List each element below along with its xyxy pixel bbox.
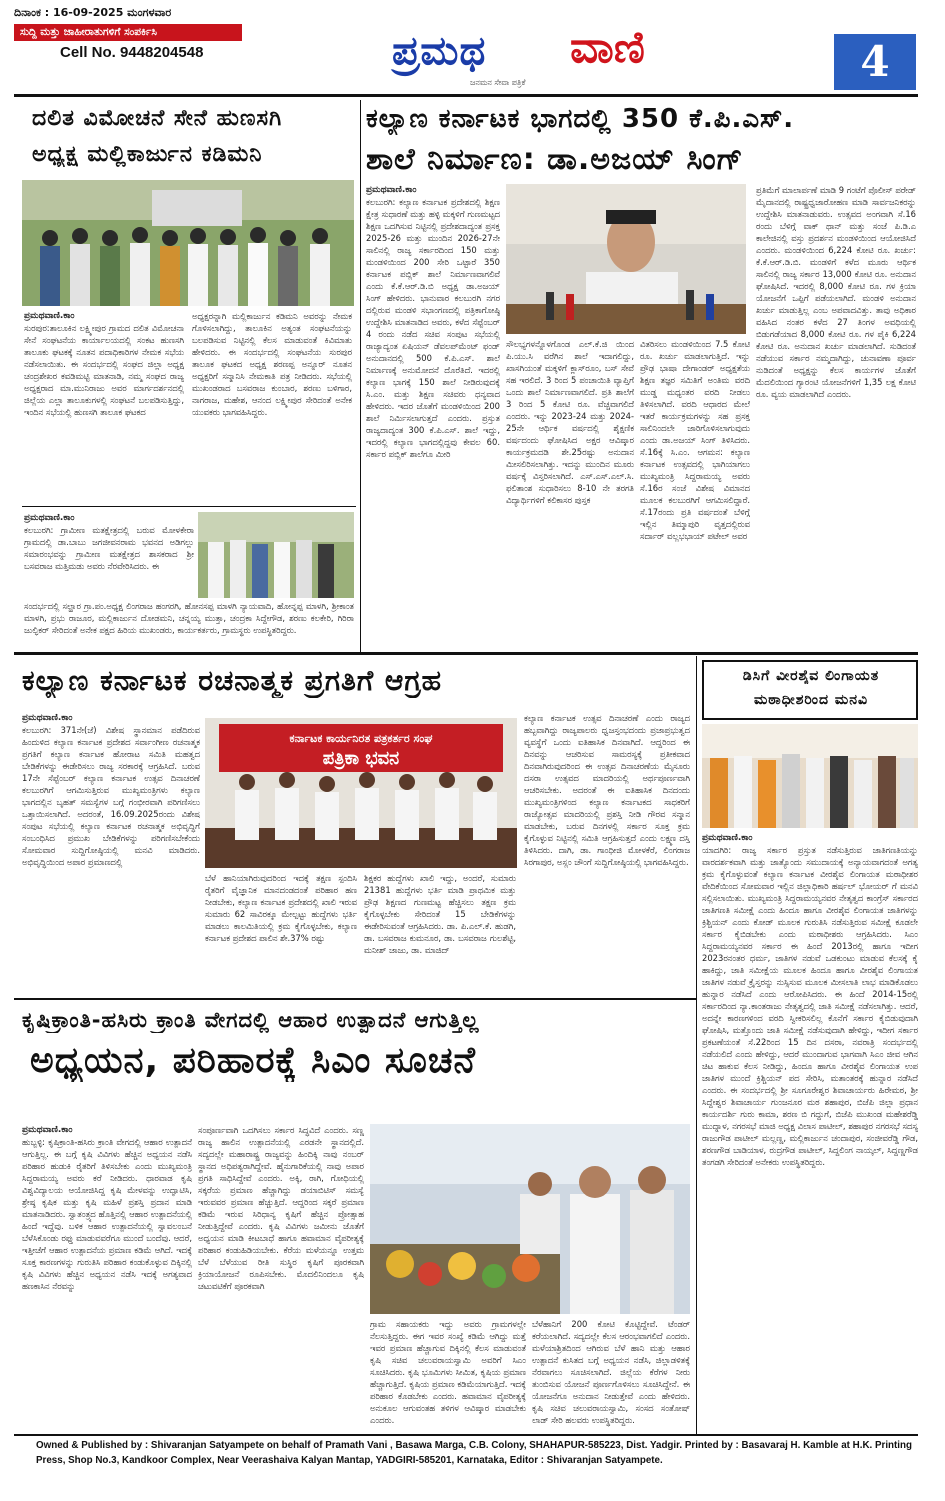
story6-column-4 — [532, 1318, 690, 1434]
story5-dateline: ಪ್ರಮಥವಾಣಿ.ಕಾಂ — [702, 833, 753, 843]
story5-text: ಯಾದಗಿರಿ: ರಾಜ್ಯ ಸರ್ಕಾರ ಪ್ರಸ್ತುತ ನಡೆಸುತ್ತಿರುವ ಜಾತಿಗಣತಿಯನ್ನು ವಾರದರ್ಶಕವಾಗಿ ಮತ್ತು ಜಾತ್ಯೊಂದು ಸಮುದಾಯಕ್ಕೆ ಅನ್ಯಾಯವಾಗದಂತೆ ಅಗತ್ಯ ಕ್ರಮ ಕೈಗೊಳ್ಳುವಂತೆ ಕಲ್ಯಾಣ ಕರ್ನಾಟಕ ವೀರಶೈವ ಲಿಂಗಾಯತ ಮಠಾಧೀಶರ ವೇದಿಕೆಯಿಂದ ಸೋಮವಾರ ಇಲ್ಲಿನ ಜಿಲ್ಲಾಧಿಕಾರಿ ಹರ್ಷಲ್ ಭೋಯರ್ ಗೆ ಮನವಿ ಸಲ್ಲಿಸಲಾಯಿತು. ಮುಖ್ಯಮಂತ್ರಿ ಸಿದ್ದರಾಮಯ್ಯನವರ ನೇತೃತ್ವದ ಕಾಂಗ್ರೆಸ್ ಸರ್ಕಾರದ ಜಾತಿಗಣತಿ ಸಮೀಕ್ಷೆ ಎಂದು ಹಿಂದೂ ಹಾಗೂ ವೀರಶೈವ ಲಿಂಗಾಯತ ಜಾತಿಗಳನ್ನು ಕ್ರಿಶ್ಚಿಯನ್ ಎಂದು ಕೋಡ್ ಮೂಲಕ ಗುರುತಿಸಿ ನಡೆಸುತ್ತಿರುವ ಸಮೀಕ್ಷೆ ಕೂಡಲೇ ಸರ್ಕಾರ ಕೈಬಿಡಬೇಕು ಎಂದು ಮಠಾಧೀಶರು ಆಗ್ರಹಿಸಿದರು. ಸಿಎಂ ಸಿದ್ದರಾಮಯ್ಯನವರ ಸರ್ಕಾರ ಈ ಹಿಂದೆ 2013ರಲ್ಲಿ ಹಾಗೂ ಇದೀಗ 2023ರನಂತರ ಧರ್ಮ, ಜಾತಿಗಳ ನಡುವೆ ಒಡಕುಂಟು ಮಾಡುವ ಕೆಲಸಕ್ಕೆ ಕೈ ಹಾಕಿದ್ದು, ಜಾತಿ ಸಮೀಕ್ಷೆಯ ಮೂಲಕ ಹಿಂದೂ ಹಾಗೂ ವೀರಶೈವ ಲಿಂಗಾಯತ ಜಾತಿಗಳ ನಡುವೆ ಕ್ರೈಸ್ತರನ್ನು ನುಸ್ಸಿಸುವ ಮೂಲಕ ಮೀಸಲಾತಿ ಲಾಭ ಮಾಡಿಕೊಡಲು ಹುನ್ನಾರ ನಡೆಸಿದೆ ಎಂದು ಆರೋಪಿಸಿದರು. ಈ ಹಿಂದೆ 2014-15ರಲ್ಲಿ ಸರ್ಕಾರದಿಂದ ನ್ಯಾ.ಕಾಂತರಾಜು ನೇತೃತ್ವದಲ್ಲಿ ಜಾತಿ ಸಮೀಕ್ಷೆ ನಡೆಸಲಾಗಿತ್ತು. ಆದರೆ, ಅದನ್ನೇ ಕಾರಣಗಳಿಂದ ವರದಿ ಸ್ವೀಕರಿಸಲಿಲ್ಲ ಕೊನೆಗೆ ಸರ್ಕಾರ ಕೈಬಿಡುವುದಾಗಿ ಘೋಷಿಸಿ, ಮತ್ತೊಂದು ಜಾತಿ ಸಮೀಕ್ಷೆ ನಡೆಸುವುದಾಗಿ ಹೇಳಿದ್ದು, ಇದೀಗ ಸರ್ಕಾರ ಪ್ರಕಟಣೆಯಂತೆ ಸೆ.22ರಿಂದ 15 ದಿನ ದಸರಾ, ನವರಾತ್ರಿ ಸಂದರ್ಭದಲ್ಲಿ ನಡೆಯಲಿದೆ ಎಂದು ಹೇಳಿದ್ದು, ಆದರೆ ಮುಂದಾಗುವ ಭಾಗವಾಗಿ ಸಿಎಂ ಜೀವ ಆಗಿನ ಚಿಟ ಹಾಕುವ ಕೆಲಸ ನೀಡಿದ್ದು, ಹಿಂದೂ ಹಾಗೂ ವೀರಶೈವ ಲಿಂಗಾಯತ ಉಪ ಜಾತಿಗಳ ಮುಂದೆ ಕ್ರಿಶ್ಚಿಯನ್ ಪದ ಸೇರಿಸಿ, ಮತಾಂತರಕ್ಕೆ ಹುನ್ನಾರ ನಡೆಸಿದೆ ಎಂದರು. ಈ ಸಂದರ್ಭದಲ್ಲಿ ಶ್ರೀ ಸೂಗೂರೇಶ್ವರ ಶಿವಾಚಾರ್ಯರು ಹಿರೇಮಠ, ಶ್ರೀ ಸಿದ್ದೇಶ್ವರ ಶಿವಾಚಾರ್ಯ ಗುಂಜನೂರ ಮಠ ಶಹಾಪುರ, ಬಿಜೆಪಿ ಜಿಲ್ಲಾ ಪ್ರಧಾನ ಕಾರ್ಯದರ್ಶಿ ಗುರು ಕಾಮಾ, ಶರಣ ಬಿ ಗದ್ದುಗೆ, ಬಿಜೆಪಿ ಮುಖಂಡ ಮಹೇಶರೆಡ್ಡಿ ಮುದ್ನಾಳ, ನಗರಸಭೆ ಮಾಜಿ ಅಧ್ಯಕ್ಷ ವಿಲಾಸ ಪಾಟೀಲ್, ಶಹಾಪುರ ನಗರಸಭೆ ಸದಸ್ಯ ರಾಜುಗೌಡ ಪಾಟೀಲ್ ಮಲ್ಲಣ್ಣ, ಮಲ್ಲಿಕಾರ್ಜುನ ಚಂದಾಪುರ, ಸಂಜೀವರೆಡ್ಡಿ ಗೌಡ, ಶರಣಗೌಡ ಬಾಡಿಯಾಳ, ರುದ್ರಗೌಡ ಪಾಟೀಲ್, ಸಿದ್ದಲಿಂಗ ನಾಯ್ಕಲ್, ಸಿದ್ದಣ್ಣಗೌಡ ತಂಗಡಗಿ ಸೇರಿದಂತೆ ಅನೇಕರು ಉಪಸ್ಥಿತರಿದ್ದರು. — [702, 845, 918, 1167]
story6-headline-line1: ಕೃಷಿಕ್ರಾಂತಿ-ಹಸಿರು ಕ್ರಾಂತಿ ವೇಗದಲ್ಲಿ ಆಹಾರ ಉತ್ಪಾದನೆ ಆಗುತ್ತಿಲ್ಲ — [22, 1008, 480, 1032]
section-divider-2 — [14, 998, 696, 1000]
story3-column-4 — [756, 184, 916, 648]
header-divider — [14, 94, 918, 97]
story3-column-2 — [506, 338, 634, 648]
story3-text-1: ಕಲಬುರಗಿ: ಕಲ್ಯಾಣ ಕರ್ನಾಟಕ ಪ್ರದೇಶದಲ್ಲಿ ಶಿಕ್ಷಣ ಕ್ಷೇತ್ರ ಸುಧಾರಣೆ ಮತ್ತು ಹಳ್ಳಿ ಮಕ್ಕಳಿಗೆ ಗುಣಮಟ್ಟದ ಶಿಕ್ಷಣ ಒದಗಿಸುವ ನಿಟ್ಟಿನಲ್ಲಿ ಪ್ರದೇಶದಾದ್ಯಂತ ಪ್ರಸಕ್ತ 2025-26 ಮತ್ತು ಮುಂದಿನ 2026-27ನೇ ಸಾಲಿನಲ್ಲಿ ರಾಜ್ಯ ಸರ್ಕಾರದಿಂದ 150 ಮತ್ತು ಮಂಡಳಿಯಿಂದ 200 ಸೇರಿ ಒಟ್ಟಾರೆ 350 ಕರ್ನಾಟಕ ಪಬ್ಲಿಕ್ ಶಾಲೆ ನಿರ್ಮಾಣವಾಗಲಿವೆ ಎಂದು ಕೆ.ಕೆ.ಆರ್.ಡಿ.ಬಿ ಅಧ್ಯಕ್ಷ ಡಾ.ಅಜಯ್ ಸಿಂಗ್ ಹೇಳಿದರು. ಭಾನುವಾರ ಕಲಬುರಗಿ ನಗರ ದಲ್ಲಿರುವ ಮಂಡಳಿ ಸಭಾಂಗಣದಲ್ಲಿ ಪತ್ರಿಕಾಗೋಷ್ಠಿ ಉದ್ದೇಶಿಸಿ ಮಾತನಾಡಿದ ಅವರು, ಕಳೆದ ಸೆಪ್ಟೆಂಬರ್ 4 ರಂದು ನಡೆದ ಸಚಿವ ಸಂಪುಟ ಸಭೆಯಲ್ಲಿ ರಾಜ್ಯಾದ್ಯಂತ ಏಷಿಯನ್ ಡೆವಲಪ್‌ಮೆಂಟ್ ಫಂಡ್ ಅನುದಾನದಲ್ಲಿ 500 ಕೆ.ಪಿ.ಎಸ್. ಶಾಲೆ ನಿರ್ಮಾಣಕ್ಕೆ ಅನುಮೋದನೆ ದೊರೆತಿದೆ. ಇದರಲ್ಲಿ ಕಲ್ಯಾಣ ಭಾಗಕ್ಕೆ 150 ಶಾಲೆ ನೀಡಿರುವುದಕ್ಕೆ ಸಿ.ಎಂ. ಮತ್ತು ಶಿಕ್ಷಣ ಸಚಿವರು ಧನ್ಯವಾದ ಹೇಳಿದರು. ಇದರ ಜೊತೆಗೆ ಮಂಡಳಿಯಿಂದ 200 ಶಾಲೆ ನಿರ್ಮಿಸಲಾಗುತ್ತದೆ ಎಂದರು. ಪ್ರಸ್ತುತ ರಾಜ್ಯದಾದ್ಯಂತ 300 ಕೆ.ಪಿ.ಎಸ್. ಶಾಲೆ ಇದ್ದು, ಇದರಲ್ಲಿ ಕಲ್ಯಾಣ ಭಾಗದಲ್ಲಿದ್ದವು ಕೇವಲ 60. ಸರ್ಕಾರ ಪಬ್ಲಿಕ್ ಶಾಲೆಗೂ ಮೀರಿ — [366, 197, 500, 459]
story4-column-1 — [22, 712, 200, 994]
story3-column-1 — [366, 184, 500, 648]
story3-text-2: ಸೌಲಭ್ಯಗಳನ್ನೊಳಗೊಂಡ ಎಲ್.ಕೆ.ಜಿ ಯಿಂದ ಪಿ.ಯು.ಸಿ ವರೆಗಿನ ಶಾಲೆ ಇದಾಗಲಿದ್ದು, ಖಾಸಗಿಯಂತೆ ಮಕ್ಕಳಿಗೆ ಕ್ಲಾಸ್‌ರೂಂ, ಬಸ್ ಸೇವೆ ಸಹ ಇರಲಿದೆ. 3 ರಿಂದ 5 ಪಂಚಾಯಿತಿ ವ್ಯಾಪ್ತಿಗೆ ಒಂದು ಶಾಲೆ ನಿರ್ಮಾಣವಾಗಲಿದೆ. ಪ್ರತಿ ಶಾಲೆಗೆ 3 ರಿಂದ 5 ಕೋಟಿ ರೂ. ವೆಚ್ಚವಾಗಲಿದೆ ಎಂದರು. ಇನ್ನು 2023-24 ಮತ್ತು 2024-25ನೇ ಆರ್ಥಿಕ ವರ್ಷದಲ್ಲಿ ಶೈಕ್ಷಣಿಕ ವರ್ಷದಂದು ಘೋಷಿಸಿದ ಅಕ್ಷರ ಆವಿಷ್ಕಾರ ಕಾರ್ಯಕ್ರಮದಡಿ ಶೇ.25ರಷ್ಟು ಅನುದಾನ ಮೀಸಲಿರಿಸಲಾಗಿತ್ತು. ಇದನ್ನು ಮುಂದಿನ ಮೂರು ವರ್ಷಕ್ಕೆ ವಿಸ್ತರಿಸಲಾಗಿದೆ. ಎಸ್.ಎಸ್.ಎಲ್.ಸಿ. ಫಲಿತಾಂಶ ಸುಧಾರಿಸಲು 8-10 ನೇ ತರಗತಿ ವಿದ್ಯಾರ್ಥಿಗಳಿಗೆ ಕಲಿಕಾಸರ ಪುಸ್ತಕ — [506, 339, 634, 505]
story4-text-4: ಕಲ್ಯಾಣ ಕರ್ನಾಟಕ ಉತ್ಸವ ದಿನಾಚರಣೆ ಎಂದು ರಾಜ್ಯದ ಹಬ್ಬವಾಗಿದ್ದು ರಾಜ್ಯಪಾಲರು ಧ್ವಜಸ್ತಂಭದಂದು ಪ್ರಜಾಪ್ರಭುತ್ವದ ವ್ಯವಸ್ಥೆಗೆ ಒಂದು ಐತಿಹಾಸಿಕ ದಿನವಾಗಿದೆ. ಆದ್ದರಿಂದ ಈ ದಿನವನ್ನು ಆಚರಿಸುವ ಸಾಮರಸ್ಯಕ್ಕೆ ಪ್ರತೀಕವಾದ ದಿನವಾಗಿರುವುದರಿಂದ ಈ ಉತ್ಸವ ದಿನಾಚರಣೆಯ ಮೈಸೂರು ದಸರಾ ಉತ್ಸವದ ಮಾದರಿಯಲ್ಲಿ ಅರ್ಥಪೂರ್ಣವಾಗಿ ಆಚರಿಸಬೇಕು. ಅದರಂತೆ ಈ ಐತಿಹಾಸಿಕ ದಿನದಂದು ಮುಖ್ಯಮಂತ್ರಿಗಳಿಂದ ಕಲ್ಯಾಣ ಕರ್ನಾಟಕದ ಸಾಧಕರಿಗೆ ರಾಜ್ಯೋತ್ಸವ ಮಾದರಿಯಲ್ಲಿ ಪ್ರಶಸ್ತಿ ನೀಡಿ ಗೌರವ ಸನ್ಮಾನ ಮಾಡಬೇಕು, ಬರುವ ದಿನಗಳಲ್ಲಿ ಸರ್ಕಾರ ಸೂಕ್ತ ಕ್ರಮ ಕೈಗೊಳ್ಳುವ ನಿಟ್ಟಿನಲ್ಲಿ ಸಮಿತಿ ಆಗ್ರಹಿಸುತ್ತದೆ ಎಂದು ಲಕ್ಷ್ಮಣ ದಸ್ತಿ ತಿಳಿಸಿದರು. ದಾಗಿ, ಡಾ. ಗಾಂಧೀಜಿ ಮೋಳಕೆರೆ, ಲಿಂಗರಾಜ ಸಿರಗಾಪುರ, ಅಸ್ಲಂ ಚೌಂಗೆ ಸುದ್ದಿಗೋಷ್ಠಿಯಲ್ಲಿ ಭಾಗವಹಿಸಿದ್ದರು. — [524, 713, 690, 867]
story3-text-3: ವಿತರಿಸಲು ಮಂಡಳಿಯಿಂದ 7.5 ಕೋಟಿ ರೂ. ಖರ್ಚು ಮಾಡಲಾಗುತ್ತಿದೆ. ಇನ್ನು ಪ್ರೌಢ ಭಾಷಾ ದೇಗಾಂಡರ್ ಅಧ್ಯಕ್ಷತೆಯ ಶಿಕ್ಷಣ ತಜ್ಞರ ಸಮಿತಿಗೆ ಅಂತಿಮ ವರದಿ ಮುಡ್ಡ ಮಧ್ಯಂತರ ವರದಿ ನೀಡಲು ತಿಳಿಸಲಾಗಿದೆ. ವರದಿ ಆಧಾರದ ಮೇಲೆ ಇತರೆ ಕಾರ್ಯಕ್ರಮಗಳನ್ನು ಸಹ ಪ್ರಸಕ್ತ ಸಾಲಿನಿಂದಲೇ ಜಾರಿಗೊಳಿಸಲಾಗುವುದು ಎಂದು ಡಾ.ಅಜಯ್ ಸಿಂಗ್ ತಿಳಿಸಿದರು. ಸೆ.16ಕ್ಕೆ ಸಿ.ಎಂ. ಆಗಮನ: ಕಲ್ಯಾಣ ಕರ್ನಾಟಕ ಉತ್ಸವದಲ್ಲಿ ಭಾಗಿಯಾಗಲು ಮುಖ್ಯಮಂತ್ರಿ ಸಿದ್ದರಾಮಯ್ಯ ಅವರು ಸೆ.16ರ ಸಂಜೆ ವಿಶೇಷ ವಿಮಾನದ ಮೂಲಕ ಕಲಬುರಗಿಗೆ ಆಗಮಿಸಲಿದ್ದಾರೆ. ಸೆ.17ರಂದು ಪ್ರತಿ ವರ್ಷದಂತೆ ಬೆಳಿಗ್ಗೆ ಇಲ್ಲಿನ ತಿಮ್ಮಾಪುರಿ ವೃತ್ತದಲ್ಲಿರುವ ಸರ್ದಾರ್ ವಲ್ಲಭಭಾಯ್ ಪಟೇಲ್ ಅವರ — [640, 339, 750, 541]
press-banner-line1: ಕರ್ನಾಟಕ ಕಾರ್ಯನಿರತ ಪತ್ರಕರ್ತರ ಸಂಘ — [289, 732, 433, 745]
column-divider — [360, 100, 361, 652]
story5-headline-line1: ಡಿಸಿಗೆ ವೀರಶೈವ ಲಿಂಗಾಯತ — [742, 668, 880, 684]
story5-headline-box — [702, 660, 918, 720]
masthead-tagline: ಜನಮನ ಸೇವಾ ಪತ್ರಿಕೆ — [470, 78, 526, 87]
contact-cell-number: Cell No. 9448204548 — [60, 44, 204, 61]
story1-group-photo — [22, 180, 354, 306]
contact-banner: ಸುದ್ದಿ ಮತ್ತು ಜಾಹೀರಾತುಗಳಿಗೆ ಸಂಪರ್ಕಿಸಿ — [14, 24, 242, 41]
issue-date: ದಿನಾಂಕ : 16-09-2025 ಮಂಗಳವಾರ — [14, 6, 172, 19]
story1-text-2: ಅಧ್ಯಕ್ಷರನ್ನಾಗಿ ಮಲ್ಲಿಕಾರ್ಜುನ ಕಡಿಮನಿ ಅವರನ್ನು ನೇಮಕ ಗೊಳಿಸಲಾಗಿದ್ದು, ತಾಲೂಕಿನ ಅತ್ಯಂತ ಸಂಘಟನೆಯನ್ನು ಬಲಪಡಿಸುವ ನಿಟ್ಟಿನಲ್ಲಿ ಕೆಲಸ ಮಾಡುವಂತೆ ಕಿವಿಮಾತು ಹೇಳಿದರು. ಈ ಸಂದರ್ಭದಲ್ಲಿ ಸಂಘಟನೆಯ ಸುರಪುರ ತಾಲೂಕ ಘಟಕದ ಅಧ್ಯಕ್ಷ ಶರಣಪ್ಪ ಅನ್ನೂರ್ ನೂತನ ಅಧ್ಯಕ್ಷರಿಗೆ ಸನ್ಮಾನಿಸಿ ನೇಮಕಾತಿ ಪತ್ರ ನೀಡಿದರು. ಸಭೆಯಲ್ಲಿ ಮುಖಂಡರಾದ ಬಸವರಾಜ ಕುಂಬಾರ, ಶರಣು ಬಳಿಗಾರ, ನಾಗರಾಜ, ಮಹೇಶ, ಆನಂದ ಲಕ್ಷ್ಮೀಪುರ ಸೇರಿದಂತೆ ಅನೇಕ ಯುವಕರು ಭಾಗವಹಿಸಿದ್ದರು. — [192, 311, 352, 417]
story6-column-1 — [22, 1124, 192, 1434]
masthead-title-part2: ವಾಣಿ — [570, 22, 645, 73]
story6-dateline: ಪ್ರಮಥವಾಣಿ.ಕಾಂ — [22, 1125, 73, 1135]
story3-headline-line2: ಶಾಲೆ ನಿರ್ಮಾಣ: ಡಾ.ಅಜಯ್ ಸಿಂಗ್ — [366, 142, 744, 177]
story4-text-2: ಬೆಳೆ ಹಾನಿಯಾಗಿರುವುದರಿಂದ ಇದಕ್ಕೆ ತಕ್ಷಣ ಸ್ಪಂದಿಸಿ ರೈತರಿಗೆ ವೈಜ್ಞಾನಿಕ ಮಾನದಂಡದಂತೆ ಪರಿಹಾರ ಹಣ ನೀಡಬೇಕು, ಕಲ್ಯಾಣ ಕರ್ನಾಟಕ ಪ್ರದೇಶದಲ್ಲಿ ಖಾಲಿ ಇರುವ ಸುಮಾರು 62 ಸಾವಿರಕ್ಕೂ ಮೇಲ್ಪಟ್ಟು ಹುದ್ದೆಗಳು ಭರ್ತಿ ಮಾಡಲು ಕಾಲಮಿತಿಯಲ್ಲಿ ಕ್ರಮ ಕೈಗೊಳ್ಳಬೇಕು, ಕಲ್ಯಾಣ ಕರ್ನಾಟಕ ಪ್ರದೇಶದ ಪಾಲಿನ ಶೇ.37% ರಷ್ಟು — [205, 873, 357, 943]
story6-column-2 — [198, 1124, 364, 1434]
story6-column-3 — [370, 1318, 526, 1434]
page-number-box: 4 — [834, 34, 916, 90]
story1-headline-line2: ಅಧ್ಯಕ್ಷ ಮಲ್ಲಿಕಾರ್ಜುನ ಕಡಿಮನಿ — [32, 142, 263, 167]
story4-column-4 — [524, 712, 690, 994]
story1-dateline: ಪ್ರಮಥವಾಣಿ.ಕಾಂ — [24, 311, 75, 321]
story3-column-3 — [640, 338, 750, 648]
story6-cm-photo — [370, 1124, 690, 1314]
section-divider — [14, 652, 918, 655]
story4-press-photo — [205, 718, 517, 868]
story4-dateline: ಪ್ರಮಥವಾಣಿ.ಕಾಂ — [22, 713, 73, 723]
story2-column-top — [24, 512, 194, 596]
story6-text-2: ಸಂಪೂರ್ಣವಾಗಿ ಒದಗಿಸಲು ಸರ್ಕಾರ ಸಿದ್ಧವಿದೆ ಎಂದರು. ಸಣ್ಣ ರಾಜ್ಯ ಹಾಲಿನ ಉತ್ಪಾದನೆಯಲ್ಲಿ ಎರಡನೇ ಸ್ಥಾನದಲ್ಲಿದೆ. ಸದ್ಯದಲ್ಲೇ ಮಹಾರಾಷ್ಟ್ರ ರಾಜ್ಯವನ್ನು ಹಿಂದಿಕ್ಕಿ ನಾವು ನಂಬರ್ ಸ್ಥಾನದ ಅಧಿಪತ್ಯರಾಗಿದ್ದೇವೆ. ಹೈನುಗಾರಿಕೆಯಲ್ಲಿ ನಾವು ಅಪಾರ ಪ್ರಗತಿ ಸಾಧಿಸಿದ್ದೇವೆ ಎಂದರು. ಅಕ್ಕಿ, ರಾಗಿ, ಗೋಧಿಯಲ್ಲಿ ಸಕ್ಕರೆಯ ಪ್ರಮಾಣ ಹೆಚ್ಚಾಗಿದ್ದು ಡಯಾಬಿಟಿಸ್ ಸಮಸ್ಯೆ ಇರುವವರ ಪ್ರಮಾಣ ಹೆಚ್ಚುತ್ತಿದೆ. ಆದ್ದರಿಂದ ಸಕ್ಕರೆ ಪ್ರಮಾಣ ಕಡಿಮೆ ಇರುವ ಸಿರಿಧಾನ್ಯ ಕೃಷಿಗೆ ಹೆಚ್ಚಿನ ಪ್ರೋತ್ಸಾಹ ನೀಡುತ್ತಿದ್ದೇವೆ ಎಂದರು. ಕೃಷಿ ವಿವಿಗಳು ಜಮೀನು ಜೊತೆಗೆ ಅಧ್ಯಯನ ಮಾಡಿ ಕೀಟಬಾಧೆ ಹಾಗೂ ಹವಾಮಾನ ವೈಪರೀತ್ಯಕ್ಕೆ ಪರಿಹಾರ ಕಂಡುಹಿಡಿಯಬೇಕು. ಕೆರೆಯ ಮಳೆಯನ್ನೂ ಉತ್ತಮ ಬೆಳೆ ಬೆಳೆಯುವ ರೀತಿ ಸುಸ್ಥಿರ ಕೃಷಿಗೆ ಪೂರಕವಾಗಿ ಕ್ರಿಯಾಯೋಜನೆ ರೂಪಿಸಬೇಕು. ಮೊದಲಿನಿಂದಲೂ ಕೃಷಿ ಚಟುವಟಿಕೆಗೆ ಪೂರಕವಾಗಿ — [198, 1125, 364, 1291]
press-banner-line2: ಪತ್ರಿಕಾ ಭವನ — [322, 748, 400, 769]
story4-headline: ಕಲ್ಯಾಣ ಕರ್ನಾಟಕ ರಚನಾತ್ಮಕ ಪ್ರಗತಿಗೆ ಆಗ್ರಹ — [22, 664, 443, 697]
story-divider — [22, 506, 356, 507]
story2-column-bottom — [24, 600, 354, 648]
story5-memorandum-photo — [702, 724, 918, 828]
story4-column-2 — [205, 872, 357, 994]
story5-column — [702, 832, 918, 1434]
story5-headline-line2: ಮಠಾಧೀಶರಿಂದ ಮನವಿ — [753, 692, 869, 708]
story1-column-1 — [24, 310, 184, 502]
imprint-footer: Owned & Published by : Shivaranjan Satyampete on behalf of Pramath Vani , Basawa Marga, C.B. Colony, SHAHAPUR-585223, Dist. Yadgir. Printed by : Basavaraj H. Kamble at H.K. Printing Press, Shop No.3, Kandkoor Complex, Near Veerashaiva Kalyan Mantap, YADGIRI-585201, Karnataka, Editor : Shivaranjan Satyampete. — [36, 1440, 912, 1466]
masthead-title-part1: ಪ್ರಮಥ — [392, 28, 487, 74]
column-divider-right — [696, 656, 697, 1436]
story6-headline-line2: ಅಧ್ಯಯನ, ಪರಿಹಾರಕ್ಕೆ ಸಿಎಂ ಸೂಚನೆ — [30, 1040, 476, 1081]
story2-text-top: ಕಲಬುರಗಿ: ಗ್ರಾಮೀಣ ಮತಕ್ಷೇತ್ರದಲ್ಲಿ ಬರುವ ಮೋಳಕೇರಾ ಗ್ರಾಮದಲ್ಲಿ ಡಾ.ಬಾಬು ಜಗಜೀವನರಾಮ ಭವನದ ಅಡಿಗಲ್ಲು ಸಮಾರಂಭವನ್ನು ಗ್ರಾಮೀಣ ಮತಕ್ಷೇತ್ರದ ಶಾಸಕರಾದ ಶ್ರೀ ಬಸವರಾಜ ಮತ್ತಿಮಡು ಅವರು ನೆರವೇರಿಸಿದರು. ಈ — [24, 525, 194, 571]
story1-column-2 — [192, 310, 352, 502]
story6-text-4: ಬೆಳೆಹಾನಿಗೆ 200 ಕೋಟಿ ಕೊಟ್ಟಿದ್ದೇವೆ. ಟೆಂಡರ್ ಕರೆಯಲಾಗಿದೆ. ಸದ್ಯದಲ್ಲೇ ಕೆಲಸ ಆರಂಭವಾಗಲಿದೆ ಎಂದರು. ಮಳೆಯಾಶ್ರಿತದಿಂದ ಆಗಿರುವ ಬೆಳೆ ಹಾನಿ ಮತ್ತು ಆಹಾರ ಉತ್ಪಾದನೆ ಕುಸಿತದ ಬಗ್ಗೆ ಅಧ್ಯಯನ ನಡೆಸಿ, ಜಿಲ್ಲಾಡಳಿತಕ್ಕೆ ನೆರವಾಗಲು ಸೂಚಿಸಲಾಗಿದೆ. ಜಿಲ್ಲೆಯ ಕೆರೆಗಳ ನೀರು ತುಂಬಿಸುವ ಯೋಜನೆ ಪೂರ್ಣಗೊಳಿಸಲು ಸೂಚಿಸಿದ್ದೇನೆ. ಈ ಯೋಜನೆಗೂ ಅನುದಾನ ನೀಡುತ್ತೇವೆ ಎಂದು ಹೇಳಿದರು. ಕೃಷಿ ಸಚಿವ ಚಲುವರಾಯಸ್ವಾಮಿ, ಸಂಸದ ಸಂತೋಷ್ ಲಾಡ್ ಸೇರಿ ಹಲವರು ಉಪಸ್ಥಿತರಿದ್ದರು. — [532, 1319, 690, 1425]
story1-headline-line1: ದಲಿತ ವಿಮೋಚನೆ ಸೇನೆ ಹುಣಸಗಿ — [32, 106, 283, 131]
footer-divider — [14, 1434, 918, 1436]
story2-dateline: ಪ್ರಮಥವಾಣಿ.ಕಾಂ — [24, 513, 75, 523]
story2-text-bottom: ಸಂದರ್ಭದಲ್ಲಿ ಸಲ್ಹಾರ ಗ್ರಾ.ಪಂ.ಅಧ್ಯಕ್ಷ ಲಿಂಗರಾಜ ಹಂಗರಗಿ, ಹೋನಸಪ್ಪ ಮಾಳಗಿ ನ್ಯಾಯವಾದಿ, ಹೋನ್ನಪ್ಪ ಮಾಳಗಿ, ಶ್ರೀಕಾಂತ ಮಾಳಗಿ, ಪ್ರಭು ರಾಜೂರ, ಮಲ್ಲಿಕಾರ್ಜುನ ದೋಡಮನಿ, ಚನ್ನಯ್ಯ ಮುತ್ತಾ, ಚಂದ್ರಕಾ ಸಿದ್ದೇಗೌಡ, ಶರಣು ಕಲಕೇರಿ, ಗಿರಿರಾ ಜುಲ್ಫಿಕರ್ ಸೇರಿದಂತೆ ಅನೇಕ ಪಕ್ಷದ ಹಿರಿಯ ಮುಖಂಡರು, ಕಾರ್ಯಕರ್ತರು, ಗ್ರಾಮಸ್ಥರು ಉಪಸ್ಥಿತರಿದ್ದರು. — [24, 601, 354, 635]
story1-text-1: ಸುರಪುರ:ತಾಲೂಕಿನ ಲಕ್ಷ್ಮೀಪುರ ಗ್ರಾಮದ ದಲಿತ ವಿಮೋಚನಾ ಸೇನೆ ಸಂಘಟನೆಯ ಕಾರ್ಯಾಲಯದಲ್ಲಿ ಸಂಕಟ ಹುಣಸಗಿ ತಾಲೂಕು ಘಟಕಕ್ಕೆ ನೂತನ ಪದಾಧಿಕಾರಿಗಳ ನೇಮಕ ಸಭೆಯ ನಡೆಸಲಾಯಿತು. ಈ ಸಂದರ್ಭದಲ್ಲಿ ಸಂಘದ ಜಿಲ್ಲಾ ಅಧ್ಯಕ್ಷ ಚಂದ್ರಶೇಖರ ಕವಡಿಮಟ್ಟಿ ಮಾತನಾಡಿ, ನಮ್ಮ ಸಂಘದ ರಾಜ್ಯ ಅಧ್ಯಕ್ಷರಾದ ಮಾ.ಮುನಿರಾಜು ಅವರ ಮಾರ್ಗದರ್ಶನದಲ್ಲಿ ಜಿಲ್ಲೆಯ ಎಲ್ಲಾ ತಾಲೂಕುಗಳಲ್ಲಿ ಸಂಘಟನೆ ಬಲಪಡಿಸುತ್ತಿದ್ದು, ಇಂದಿನ ಸಭೆಯಲ್ಲಿ ಹುಣಸಗಿ ತಾಲೂಕ ಘಟಕದ — [24, 323, 184, 417]
story4-text-1: ಕಲಬುರಗಿ: 371ನೇ(ಜೆ) ವಿಶೇಷ ಸ್ಥಾನಮಾನ ಪಡೆದಿರುವ ಹಿಂದುಳಿದ ಕಲ್ಯಾಣ ಕರ್ನಾಟಕ ಪ್ರದೇಶದ ಸರ್ವಾಂಗೀಣ ರಚನಾತ್ಮಕ ಪ್ರಗತಿಗೆ ಕಲ್ಯಾಣ ಕರ್ನಾಟಕ ಹೋರಾಟ ಸಮಿತಿ ಮಹತ್ವದ ಬೇಡಿಕೆಗಳನ್ನು ಈಡೇರಿಸಲು ರಾಜ್ಯ ಸರಕಾರಕ್ಕೆ ಆಗ್ರಹಿಸಿದೆ. ಬರುವ 17ನೇ ಸೆಪ್ಟೆಂಬರ್ ಕಲ್ಯಾಣ ಕರ್ನಾಟಕ ಉತ್ಸವ ದಿನಾಚರಣೆ ಕಲಬುರಗಿಗೆ ಆಗಮಿಸುತ್ತಿರುವ ಮುಖ್ಯಮಂತ್ರಿಗಳು ಕಲ್ಯಾಣ ಭಾಗದಲ್ಲಿನ ಬೃಹತ್ ಸಮಸ್ಯೆಗಳ ಬಗ್ಗೆ ಗಂಭೀರವಾಗಿ ಪರಿಗಣಿಸಲು ಒತ್ತಾಯಿಸಲಾಗಿದೆ. ಅದರಂತೆ, 16.09.2025ರಂದು ವಿಶೇಷ ಸಂಪುಟ ಸಭೆಯಲ್ಲಿ ಕಲ್ಯಾಣ ಕರ್ನಾಟಕ ರಚನಾತ್ಮಕ ಅಭಿವೃದ್ಧಿಗೆ ಸಂಬಂಧಿಸಿದ ಪ್ರಮುಖ ಬೇಡಿಕೆಗಳನ್ನು ಪರಿಗಣಿಸಬೇಕೆಂದು ಸೋಮವಾರ ಸುದ್ದಿಗೋಷ್ಠಿಯಲ್ಲಿ ಮನವಿ ಮಾಡಿದರು. ಅಭಿವೃದ್ಧಿಯಿಂದ ಅಪಾರ ಪ್ರಮಾಣದಲ್ಲಿ — [22, 725, 200, 867]
story3-headline-line1: ಕಲ್ಯಾಣ ಕರ್ನಾಟಕ ಭಾಗದಲ್ಲಿ 350 ಕೆ.ಪಿ.ಎಸ್. — [366, 104, 795, 134]
story4-column-3 — [364, 872, 516, 994]
story3-speaker-photo — [506, 184, 746, 334]
masthead — [380, 20, 710, 90]
story3-text-4: ಪ್ರತಿಮೆಗೆ ಮಾಲಾರ್ಪಣೆ ಮಾಡಿ 9 ಗಂಟೆಗೆ ಪೊಲೀಸ್ ಪರೇಡ್ ಮೈದಾನದಲ್ಲಿ ರಾಷ್ಟ್ರಧ್ವಜಾರೋಹಣ ಮಾಡಿ ಸಾರ್ವಜನಿಕರನ್ನು ಉದ್ದೇಶಿಸಿ ಮಾತನಾಡುವರು. ಉತ್ಸವದ ಅಂಗವಾಗಿ ಸೆ.16 ರಂದು ಬೆಳಿಗ್ಗೆ ವಾಕ್ ಥಾನ್ ಮತ್ತು ಸಂಜೆ ಪಿ.ಡಿ.ಎ ಕಾಲೇಜಿನಲ್ಲಿ ವಸ್ತು ಪ್ರದರ್ಶನ ಮಂಡಳಿಯಿಂದ ಆಯೋಜಿಸಿದೆ ಎಂದರು. ಮಂಡಳಿಯಿಂದ 6,224 ಕೋಟಿ ರೂ. ಖರ್ಚು: ಕೆ.ಕೆ.ಆರ್.ಡಿ.ಬಿ. ಮಂಡಳಿಗೆ ಕಳೆದ ಮೂರು ಆರ್ಥಿಕ ಸಾಲಿನಲ್ಲಿ ರಾಜ್ಯ ಸರ್ಕಾರ 13,000 ಕೋಟಿ ರೂ. ಅನುದಾನ ಘೋಷಿಸಿದೆ. ಇದರಲ್ಲಿ 8,000 ಕೋಟಿ ರೂ. ಗಳ ಕ್ರಿಯಾ ಯೋಜನೆಗೆ ಒಪ್ಪಿಗೆ ಪಡೆಯಲಾಗಿದೆ. ಮಂಡಳಿ ಅನುದಾನ ಖರ್ಚು ಮಾಡುತ್ತಿಲ್ಲ ಎಂಬ ಅಪವಾದವಿತ್ತು. ತಾವು ಅಧಿಕಾರ ವಹಿಸಿದ ನಂತರ ಕಳೆದ 27 ತಿಂಗಳ ಅವಧಿಯಲ್ಲಿ ಬಿಡುಗಡೆಯಾದ 8,000 ಕೋಟಿ ರೂ. ಗಳ ಪೈಕಿ 6,224 ಕೋಟಿ ರೂ. ಅನುದಾನ ಖರ್ಚು ಮಾಡಲಾಗಿದೆ. ಸುಡಿದಂತೆ ನಡೆಯುವ ಸರ್ಕಾರ ನಮ್ಮದಾಗಿದ್ದು, ಚುನಾವಣಾ ಪೂರ್ವ ನುಡಿದಂತೆ ಅಧ್ಯಕ್ಷನ್ನು ಕೆಲಸ ಕಾರ್ಯಗಳ ಜೊತೆಗೆ ಮೆದಲಿಯಿಂದ ಗ್ಯಾರಂಟಿ ಯೋಜನೆಗಳಿಗೆ 1,35 ಲಕ್ಷ ಕೋಟಿ ರೂ. ವ್ಯಯ ಮಾಡಲಾಗಿದೆ ಎಂದರು. — [756, 185, 916, 399]
story6-text-3: ಗ್ರಾಮ ಸಹಾಯಕರು ಇದ್ದು ಅವರು ಗ್ರಾಮಗಳಲ್ಲೇ ನೆಲಸುತ್ತಿದ್ದರು. ಈಗ ಇವರ ಸಂಖ್ಯೆ ಕಡಿಮೆ ಆಗಿದ್ದು ಮತ್ತೆ ಇವರ ಪ್ರಮಾಣ ಹೆಚ್ಚಾಗುವ ದಿಕ್ಕಿನಲ್ಲಿ ಕೆಲಸ ಮಾಡುವಂತೆ ಕೃಷಿ ಸಚಿವ ಚಲುವರಾಯಸ್ವಾಮಿ ಅವರಿಗೆ ಸಿಎಂ ಸೂಚಿಸಿದರು. ಕೃಷಿ ಭೂಮಿಗಳು ಸೀಮಿತ, ಕೃಷಿಯ ಪ್ರಮಾಣ ಹೆಚ್ಚಾಗುತ್ತಿದೆ. ಕೃಷಿಯ ಪ್ರಮಾಣ ಕಡಿಮೆಯಾಗುತ್ತಿದೆ. ಇದಕ್ಕೆ ಪರಿಹಾರ ಕೊಡಬೇಕು ಎಂದರು. ಹವಾಮಾನ ವೈಪರೀತ್ಯಕ್ಕೆ ಅನುಕೂಲ ಆಗುವಂತಹ ತಳಿಗಳ ಆವಿಷ್ಕಾರ ಮಾಡಬೇಕು ಎಂದರು. — [370, 1319, 526, 1425]
story3-dateline: ಪ್ರಮಥವಾಣಿ.ಕಾಂ — [366, 185, 417, 195]
story2-ceremony-photo — [198, 512, 354, 598]
story4-text-3: ಶಿಕ್ಷಕರ ಹುದ್ದೆಗಳು ಖಾಲಿ ಇದ್ದು, ಅಂದರೆ, ಸುಮಾರು 21381 ಹುದ್ದೆಗಳು ಭರ್ತಿ ಮಾಡಿ ಪ್ರಾಥಮಿಕ ಮತ್ತು ಪ್ರೌಢ ಶಿಕ್ಷಣದ ಗುಣಮಟ್ಟ ಹೆಚ್ಚಿಸಲು ತಕ್ಷಣ ಕ್ರಮ ಕೈಗೊಳ್ಳಬೇಕು ಸೇರಿದಂತೆ 15 ಬೇಡಿಕೆಗಳನ್ನು ಈಡೇರಿಸುವಂತೆ ಆಗ್ರಹಿಸಿದರು. ಡಾ. ಪಿ.ಎಲ್.ಕೆ. ಹುಡಗಿ, ಡಾ. ಬಸವರಾಜ ಕುಮನೂರ, ಡಾ. ಬಸವರಾಜ ಗುಲಶೆಟ್ಟಿ, ಮನೀಶ್ ಜಾಜು, ಡಾ. ಮಾಜಿದ್ — [364, 873, 516, 955]
story6-text-1: ಹುಬ್ಬಳ್ಳಿ: ಕೃಷಿಕ್ರಾಂತಿ-ಹಸಿರು ಕ್ರಾಂತಿ ವೇಗದಲ್ಲಿ ಆಹಾರ ಉತ್ಪಾದನೆ ಆಗುತ್ತಿಲ್ಲ. ಈ ಬಗ್ಗೆ ಕೃಷಿ ವಿವಿಗಳು ಹೆಚ್ಚಿನ ಅಧ್ಯಯನ ನಡೆಸಿ ಪರಿಹಾರ ಹುಡುಕಿ ರೈತರಿಗೆ ತಿಳಿಸಬೇಕು ಎಂದು ಮುಖ್ಯಮಂತ್ರಿ ಸಿದ್ದರಾಮಯ್ಯ ಅವರು ಕರೆ ನೀಡಿದರು. ಧಾರವಾಡ ಕೃಷಿ ವಿಶ್ವವಿದ್ಯಾಲಯ ಆಯೋಜಿಸಿದ್ದ ಕೃಷಿ ಮೇಳವನ್ನು ಉದ್ಘಾಟಿಸಿ, ಶ್ರೇಷ್ಠ ಕೃಷಿಕ ಮತ್ತು ಕೃಷಿ ಮಹಿಳೆ ಪ್ರಶಸ್ತಿ ಪ್ರದಾನ ಮಾಡಿ ಮಾತನಾಡಿದರು. ಸ್ವಾತಂತ್ರ್ಯದ ಹೊತ್ತಿನಲ್ಲಿ ಆಹಾರ ಉತ್ಪಾದನೆಯಲ್ಲಿ ಹಿಂದೆ ಇದ್ದೆವು. ಬಳಿಕ ಆಹಾರ ಉತ್ಪಾದನೆಯಲ್ಲಿ ಸ್ವಾವಲಂಬನೆ ಬೆಳೆಸಿಕೊಂಡು ರಫ್ತು ಮಾಡುವವರೆಗೂ ಮುಂದೆ ಬಂದೆವು. ಆದರೆ, ಇತ್ತೀಚೆಗೆ ಆಹಾರ ಉತ್ಪಾದನೆಯ ಪ್ರಮಾಣ ಕಡಿಮೆ ಆಗಿದೆ. ಇದಕ್ಕೆ ಸೂಕ್ತ ಕಾರಣಗಳನ್ನು ಗುರುತಿಸಿ ಪರಿಹಾರ ಕಂಡುಕೊಳ್ಳುವ ದಿಕ್ಕಿನಲ್ಲಿ ಕೃಷಿ ವಿವಿಗಳು ಹೆಚ್ಚಿನ ಅಧ್ಯಯನ ನಡೆಸಿ ಇದಕ್ಕೆ ಅಗತ್ಯವಾದ ಹಣಕಾಸಿನ ನೆರವನ್ನು — [22, 1137, 192, 1291]
